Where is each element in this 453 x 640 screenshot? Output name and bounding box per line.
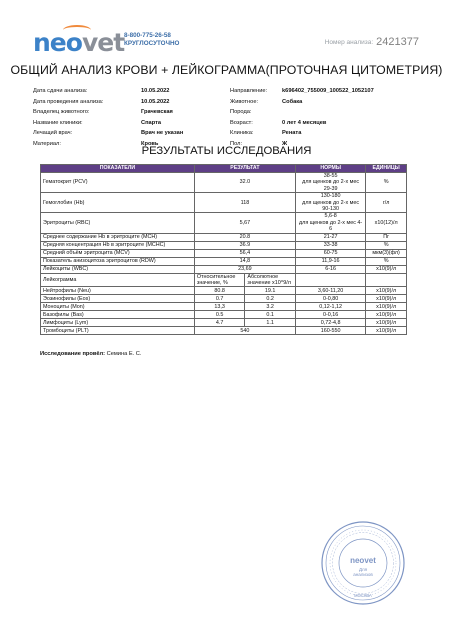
meta-label: Пол: <box>230 140 243 147</box>
unit-value: г/л <box>366 193 407 213</box>
empty-cell <box>366 273 407 287</box>
unit-value: x10(9)/л <box>366 287 407 295</box>
indicator-name: Базофилы (Bas) <box>41 311 195 319</box>
performed-by-name: Семина Е. С. <box>106 351 142 357</box>
leukogram-relative-header: Относительное значение, % <box>194 273 245 287</box>
table-row <box>41 303 407 311</box>
leukogram-label: Лейкограмма <box>41 273 195 287</box>
unit-value: x10(9)/л <box>366 319 407 327</box>
norm-line: 90-130 <box>322 206 340 213</box>
meta-label: Владелец животного: <box>33 109 90 115</box>
document-title: ОБЩИЙ АНАЛИЗ КРОВИ + ЛЕЙКОГРАММА(ПРОТОЧНАЯ ЦИТОМЕТРИЯ) <box>10 63 443 77</box>
indicator-name: Среднее содержание Hb в эритроците (MCH) <box>41 233 195 241</box>
norm-value: 11,9-16 <box>295 257 365 265</box>
indicator-name: Гематокрит (PCV) <box>41 173 195 193</box>
meta-label: Лечащий врач: <box>33 130 73 136</box>
meta-value: Врач не указан <box>141 130 184 136</box>
patient-info-right <box>230 86 420 149</box>
absolute-value: 1.1 <box>245 319 296 327</box>
meta-label: Название клиники: <box>33 119 83 126</box>
table-row <box>41 287 407 295</box>
absolute-value: 0.1 <box>245 311 296 319</box>
unit-value: % <box>366 241 407 249</box>
meta-label: Дата проведения анализа: <box>33 98 104 105</box>
indicator-name: Эозинофилы (Eos) <box>41 295 195 303</box>
hotline-hours: КРУГЛОСУТОЧНО <box>124 40 180 47</box>
meta-row <box>230 118 420 129</box>
meta-value: Ж <box>282 140 288 147</box>
result-value: 32.0 <box>194 173 295 193</box>
norm-value <box>295 213 365 233</box>
relative-value: 0.7 <box>194 295 245 303</box>
table-row <box>41 311 407 319</box>
relative-value: 0.5 <box>194 311 245 319</box>
indicator-name: Лейкоциты (WBC) <box>41 265 195 273</box>
norm-line: 5,6-8 <box>324 213 337 220</box>
result-value: 118 <box>194 193 295 213</box>
unit-value: Пг <box>366 233 407 241</box>
meta-value: Собака <box>282 98 303 105</box>
norm-line: для щенков до 2-х мес <box>302 199 360 206</box>
column-header: НОРМЫ <box>295 165 365 173</box>
performed-by-label: Исследование провёл: <box>40 351 106 357</box>
norm-value: 0-0,80 <box>295 295 365 303</box>
unit-value: мкм(3)(фл) <box>366 249 407 257</box>
result-value: 20.8 <box>194 233 295 241</box>
norm-value <box>295 193 365 213</box>
lab-stamp <box>320 520 406 606</box>
meta-row <box>33 118 223 129</box>
meta-value: Рената <box>282 130 302 136</box>
table-row <box>41 265 407 273</box>
relative-value: 80.8 <box>194 287 245 295</box>
table-row <box>41 319 407 327</box>
unit-value: x10(9)/л <box>366 327 407 335</box>
norm-value: 0,72-4,8 <box>295 319 365 327</box>
leukogram-absolute-header: Абсолютное значение x10^9/л <box>245 273 296 287</box>
stamp-text-line1: Для <box>358 567 368 572</box>
norm-value: 0-0,16 <box>295 311 365 319</box>
indicator-name: Моноциты (Mon) <box>41 303 195 311</box>
indicator-name: Эритроциты (RBC) <box>41 213 195 233</box>
norm-value: 3,60-11,20 <box>295 287 365 295</box>
norm-line: для щенков до 2-х мес <box>302 179 360 186</box>
indicator-name: Показатель анизоцитоза эритроцитов (RDW) <box>41 257 195 265</box>
indicator-name: Гемоглобин (Hb) <box>41 193 195 213</box>
meta-label: Порода: <box>230 109 252 115</box>
hotline <box>124 32 179 48</box>
meta-label: Материал: <box>33 140 61 147</box>
logo-part-o <box>66 28 82 57</box>
unit-value: % <box>366 173 407 193</box>
leukogram-header-row <box>41 273 407 287</box>
indicator-name: Нейтрофилы (Neu) <box>41 287 195 295</box>
result-value: 36.9 <box>194 241 295 249</box>
unit-value: x10(9)/л <box>366 295 407 303</box>
norm-line: 29-39 <box>323 185 338 192</box>
absolute-value: 0.2 <box>245 295 296 303</box>
empty-cell <box>295 273 365 287</box>
meta-row <box>230 86 420 97</box>
table-row <box>41 257 407 265</box>
neovet-logo <box>33 30 124 55</box>
norm-value: 21-27 <box>295 233 365 241</box>
result-value: 14,8 <box>194 257 295 265</box>
unit-value: x10(12)/л <box>366 213 407 233</box>
meta-value: 10.05.2022 <box>141 88 170 94</box>
norm-line: 38-55 <box>323 173 338 179</box>
table-row <box>41 249 407 257</box>
logo-part-vet: vet <box>81 28 125 57</box>
relative-value: 13,3 <box>194 303 245 311</box>
norm-value: 60-75 <box>295 249 365 257</box>
meta-label: Возраст: <box>230 119 253 126</box>
logo-swoosh-icon <box>63 25 91 35</box>
norm-line: для щенков до 2-х мес 4-6 <box>299 219 363 233</box>
logo-o-text: o <box>65 28 82 57</box>
stamp-text-line2: анализов <box>353 572 373 577</box>
meta-value: Спарта <box>141 119 162 126</box>
norm-value: 6-16 <box>295 265 365 273</box>
performed-by <box>40 351 142 357</box>
column-header: ЕДИНИЦЫ <box>366 165 407 173</box>
unit-value: x10(9)/л <box>366 265 407 273</box>
logo-part-ne: ne <box>33 28 66 57</box>
order-number-label: Номер анализа: <box>324 39 374 46</box>
meta-value: 0 лет 4 месяцев <box>282 119 327 126</box>
unit-value: x10(9)/л <box>366 311 407 319</box>
table-row <box>41 173 407 193</box>
meta-label: Направление: <box>230 88 268 94</box>
indicator-name: Средний объём эритроцита (MCV) <box>41 249 195 257</box>
meta-row <box>33 86 223 97</box>
meta-label: Животное: <box>230 98 259 105</box>
norm-value: 33-38 <box>295 241 365 249</box>
results-heading: РЕЗУЛЬТАТЫ ИССЛЕДОВАНИЯ <box>141 145 312 157</box>
hotline-phone: 8-800-775-26-58 <box>124 32 171 39</box>
result-value: 23,69 <box>194 265 295 273</box>
result-value: 56,4 <box>194 249 295 257</box>
norm-line: 130-180 <box>320 193 341 200</box>
results-table <box>40 164 407 335</box>
norm-value <box>295 173 365 193</box>
indicator-name: Средняя концентрация Hb в эритроците (MCHC) <box>41 241 195 249</box>
norm-value: 0,12-1,12 <box>295 303 365 311</box>
patient-info-left <box>33 86 223 149</box>
meta-row <box>230 128 420 139</box>
meta-value: k696402_755009_100522_1052107 <box>282 88 374 94</box>
table-row <box>41 233 407 241</box>
table-row <box>41 327 407 335</box>
result-value: 5,67 <box>194 213 295 233</box>
meta-row <box>33 128 223 139</box>
table-header-row <box>41 165 407 173</box>
meta-label: Дата сдачи анализа: <box>33 88 88 94</box>
table-row <box>41 241 407 249</box>
meta-row <box>230 97 420 108</box>
meta-value: Грачевская <box>141 109 173 115</box>
order-number <box>325 36 419 48</box>
table-row <box>41 295 407 303</box>
table-row <box>41 193 407 213</box>
meta-value: Кровь <box>141 140 159 147</box>
meta-label: Клиника: <box>230 130 254 136</box>
unit-value: x10(9)/л <box>366 303 407 311</box>
relative-value: 4.7 <box>194 319 245 327</box>
indicator-name: Тромбоциты (PLT) <box>41 327 195 335</box>
indicator-name: Лимфоциты (Lym) <box>41 319 195 327</box>
absolute-value: 3.2 <box>245 303 296 311</box>
meta-row <box>33 97 223 108</box>
result-value: 540 <box>194 327 295 335</box>
order-number-value: 2421377 <box>376 36 419 48</box>
unit-value: % <box>366 257 407 265</box>
stamp-city: МОСКВА <box>354 593 372 598</box>
stamp-brand: neovet <box>350 556 376 565</box>
column-header: ПОКАЗАТЕЛИ <box>41 165 195 173</box>
meta-row <box>33 107 223 118</box>
absolute-value: 19.1 <box>245 287 296 295</box>
meta-row <box>230 107 420 118</box>
norm-value: 160-550 <box>295 327 365 335</box>
meta-value: 10.05.2022 <box>141 98 170 105</box>
column-header: РЕЗУЛЬТАТ <box>194 165 295 173</box>
table-row <box>41 213 407 233</box>
